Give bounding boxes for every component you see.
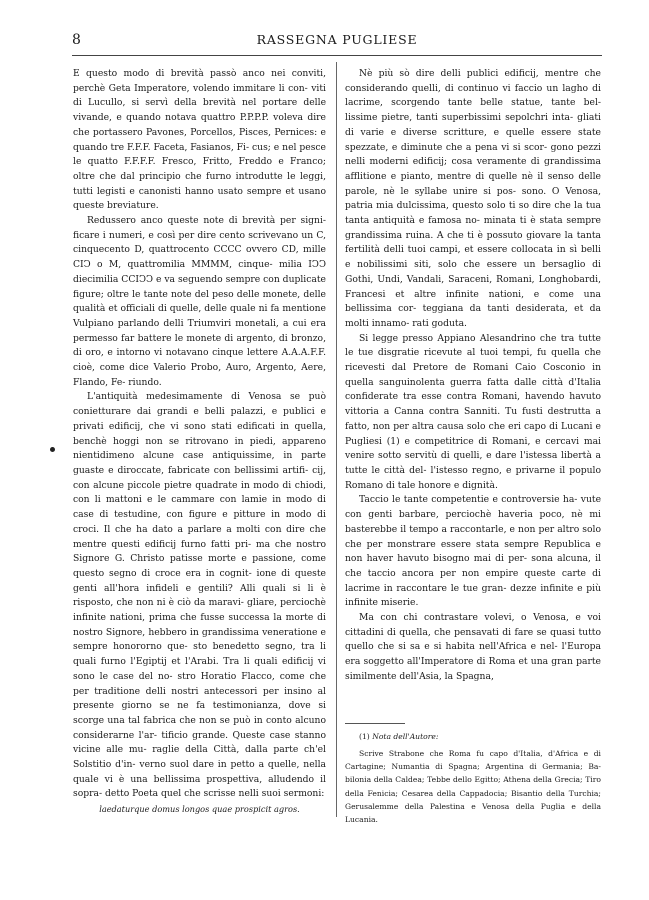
verse-quote: laedaturque domus longos quae prospicit agros.: [99, 804, 300, 815]
left-paragraph-3: L'antiquità medesimamente di Venosa se può conietturare dai grandi e belli palazzi, e publici e privati edificij, che vi sono stati edificati in quella, benchè hoggi non se ritrovano in piedi, appareno nientidimeno alcune case antiquissime, in parte guaste e diroccate, fabricate con bellissimi artifi- cij, con alcune piccole pietre quadrate in modo di chiodi, con li mattoni e le cammare con lamie in modo di case di testudine, con figure e pitture in modo di croci. Il che ha dato a parlare a molti con dire che mentre questi edificij furno fatti pri- ma che nostro Signore G. Christo patisse morte e passione, come questo segno di croce era in cognit- ione di queste genti all'hora infideli e gentili? Alli quali si li è risposto, che non ni è ciò da maravi- gliare, perciochè infinite nationi, prima che fusse successa la morte di nostro Signore, hebbero in grandissima veneratione e sempre honororno que- sto benedetto segno, tra li quali furno l'Egiptij et l'Arabi. Tra li quali edificij vi sono le case del no- stro Horatio Flacco, come che per traditione delli nostri antecessori per insino al presente giorno se ne fa testimonianza, dove si scorge una tal fabrica che non se può in conto alcuno considerarne l'ar- tificio grande. Queste case stanno vicine alle mu- raglie della Città, dalla parte ch'el Solstitio d'in- verno suol dare in petto a quelle, nella quale vi è una bellissima prospettiva, alludendo il sopra- detto Poeta quel che scrisse nelli suoi sermoni:: [73, 391, 326, 800]
left-paragraph-1: E questo modo di brevità passò anco nei conviti, perchè Geta Imperatore, volendo immitare li con- viti di Lucullo, si servì della brevità nel portare delle vivande, e quando notava quattro P.P.P.P. voleva dire che portassero Pavones, Porcellos, Pisces, Pernices: e quando tre F.F.F. Faceta, Fasianos, Fi- cus; e nel pesce le quatto F.F.F.F. Fresco, Fritto, Freddo e Franco; oltre che dal principio che furno introdutte le leggi, tutti legisti e canonisti hanno usato sempre et usano queste breviature.: [73, 68, 326, 212]
running-title: RASSEGNA PUGLIESE: [256, 32, 418, 47]
footnote-note-label: Nota dell'Autore:: [372, 731, 439, 741]
footnote-rule: [345, 723, 405, 724]
right-paragraph-3: Taccio le tante competentie e controversie ha- vute con genti barbare, perciochè haveria poco, nè mi basterebbe il tempo a raccontarle, e non per altro solo che per monstrare essere stata sempre Republica e non haver havuto bisogno mai di per- sona alcuna, il che taccio ancora per non empire queste carte di lacrime in raccontare le tue gran- dezze infinite e più infinite miserie.: [345, 494, 601, 609]
right-paragraph-1: Nè più sò dire delli publici edificij, mentre che considerando quelli, di continuo vi faccio un lagho di lacrime, scorgendo tante belle statue, tante bel- lissime pietre, tanti superbissimi sepolchri inta- gliati di varie e diverse scritture, e quelle essere state spezzate, e diminute che a pena vi si scor- gono pezzi nelli moderni edificij; cosa veramente di grandissima afflitione e pianto, mentre di quelle nè il senso delle parole, nè le syllabe unire si pos- sono. O Venosa, patria mia dulcissima, questo solo ti so dire che la tua tanta antiquità e famosa no- minata ti è stata sempre grandissima ruina. A che ti è possuto giovare la tanta fertilità delli tuoi campi, et essere collocata in sì belli e nobilissimi siti, solo che essere un bersaglio di Gothi, Undi, Vandali, Saraceni, Romani, Longhobardi, Francesi et altre infinite nationi, e come una bellissima cor- teggiana da tanti desiderata, et da molti innamo- rati goduta.: [345, 68, 601, 329]
left-column: [73, 67, 326, 816]
footnote-number: (1): [359, 731, 370, 741]
footnote-label: [345, 730, 601, 743]
left-paragraph-2: Redussero anco queste note di brevità per signi- ficare i numeri, e così per dire cento scrivevano un C, cinquecento D, quattrocento CCCC ovvero CD, mille CIↃ o M, quattromilia MMMM, cinque- milia IↃↃ diecimilia CCIↃↃ e va seguendo sempre con duplicate figure; oltre le tante note del peso delle monete, delle qualità et officiali di quelle, delle quale ni fa mentione Vulpiano parlando delli Triumviri monetali, a cui era permesso far battere le monete di argento, di bronzo, di oro, e intorno vi notavano cinque lettere A.A.A.F.F. cioè, come dice Valerio Probo, Auro, Argento, Aere, Flando, Fe- riundo.: [73, 215, 326, 388]
margin-dot: [50, 447, 55, 452]
header-rule: [72, 55, 602, 56]
footnote: [345, 730, 601, 827]
right-paragraph-4: Ma con chi contrastare volevi, o Venosa, e voi cittadini di quella, che pensavati di fare se quasi tutto quello che si sa e si habita nell'Africa e nel- l'Europa era soggetto all'Imperatore di Roma et una gran parte similmente dell'Asia, la Spagna,: [345, 612, 601, 682]
footnote-text: Scrive Strabone che Roma fu capo d'Italia, d'Africa e di Cartagine; Numantia di Spagna; Argentina di Germania; Ba- bilonia della Caldea; Tebbe dello Egitto; Athena della Grecia; Tiro della Fenicia; Cesarea della Cappadocia; Bisantio della Turchia; Gerusalemme della Palestina e Venosa della Puglia e della Lucania.: [345, 748, 601, 825]
right-paragraph-2: Si legge presso Appiano Alesandrino che tra tutte le tue disgratie ricevute al tuoi tempi, fu quella che ricevesti dal Pretore de Romani Caio Cosconio in quella sanguinolenta guerra fatta dalle città d'Italia confiderate tra esse contra Romani, havendo havuto vittoria a Canna contra Sanniti. Tu fusti destrutta a fatto, non per altra causa solo che eri capo di Lucani e Pugliesi (1) e competitrice di Romani, e cercavi mai venire sotto servitù di quelli, e dare l'istessa libertà a tutte le città del- l'istesso regno, e privarne il populo Romano di tale honore e dignità.: [345, 332, 601, 491]
column-separator: [336, 62, 337, 817]
page-header: [72, 32, 602, 52]
right-column: [345, 67, 601, 827]
page-number: 8: [72, 32, 81, 48]
